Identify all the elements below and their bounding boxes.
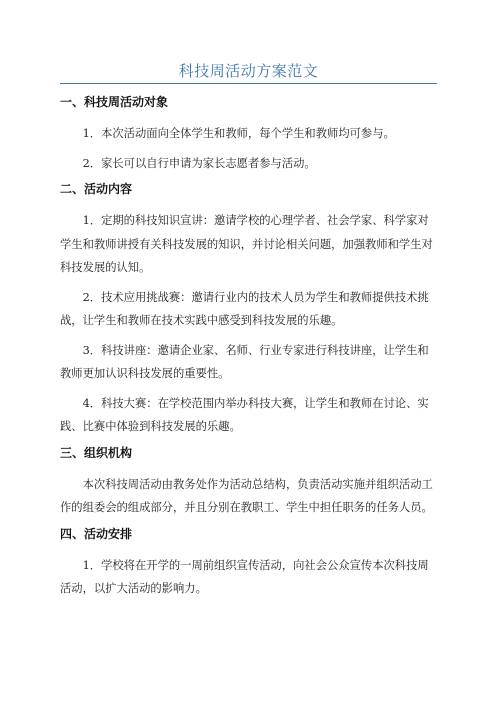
section-heading: 一、科技周活动对象: [60, 95, 169, 109]
paragraph: 1．定期的科技知识宣讲：邀请学校的心理学者、社会学家、科学家对学生和教师讲授有关科技发展的知识，并讨论相关问题，加强教师和学生对科技发展的认知。: [60, 214, 433, 274]
section-audience: [60, 94, 437, 175]
paragraph: 4．科技大赛：在学校范围内举办科技大赛，让学生和教师在讨论、实践、比赛中体验到科技发展的乐趣。: [60, 396, 429, 433]
paragraph: 本次科技周活动由教务处作为活动总结构，负责活动实施并组织活动工作的组委会的组成部分，并且分别在教职工、学生中担任职务的任务人员。: [60, 477, 433, 514]
paragraph: 3．科技讲座：邀请企业家、名师、行业专家进行科技讲座，让学生和教师更加认识科技发展的重要性。: [60, 343, 429, 380]
document-body: [60, 94, 437, 607]
paragraph: 2．技术应用挑战赛：邀请行业内的技术人员为学生和教师提供技术挑战，让学生和教师在技术实践中感受到科技发展的乐趣。: [60, 290, 429, 327]
document-title: 科技周活动方案范文: [178, 62, 319, 80]
section-schedule: [60, 526, 437, 601]
title-underline: [60, 83, 437, 84]
paragraph: 1．本次活动面向全体学生和教师，每个学生和教师均可参与。: [82, 127, 395, 140]
section-content: [60, 181, 437, 439]
paragraph: 2．家长可以自行申请为家长志愿者参与活动。: [82, 156, 316, 170]
section-heading: 二、活动内容: [60, 182, 133, 196]
section-heading: 四、活动安排: [60, 526, 133, 541]
paragraph: 1．学校将在开学的一周前组织宣传活动，向社会公众宣传本次科技周活动，以扩大活动的影响力。: [60, 558, 429, 595]
section-organization: [60, 445, 437, 520]
section-heading: 三、组织机构: [60, 445, 133, 460]
